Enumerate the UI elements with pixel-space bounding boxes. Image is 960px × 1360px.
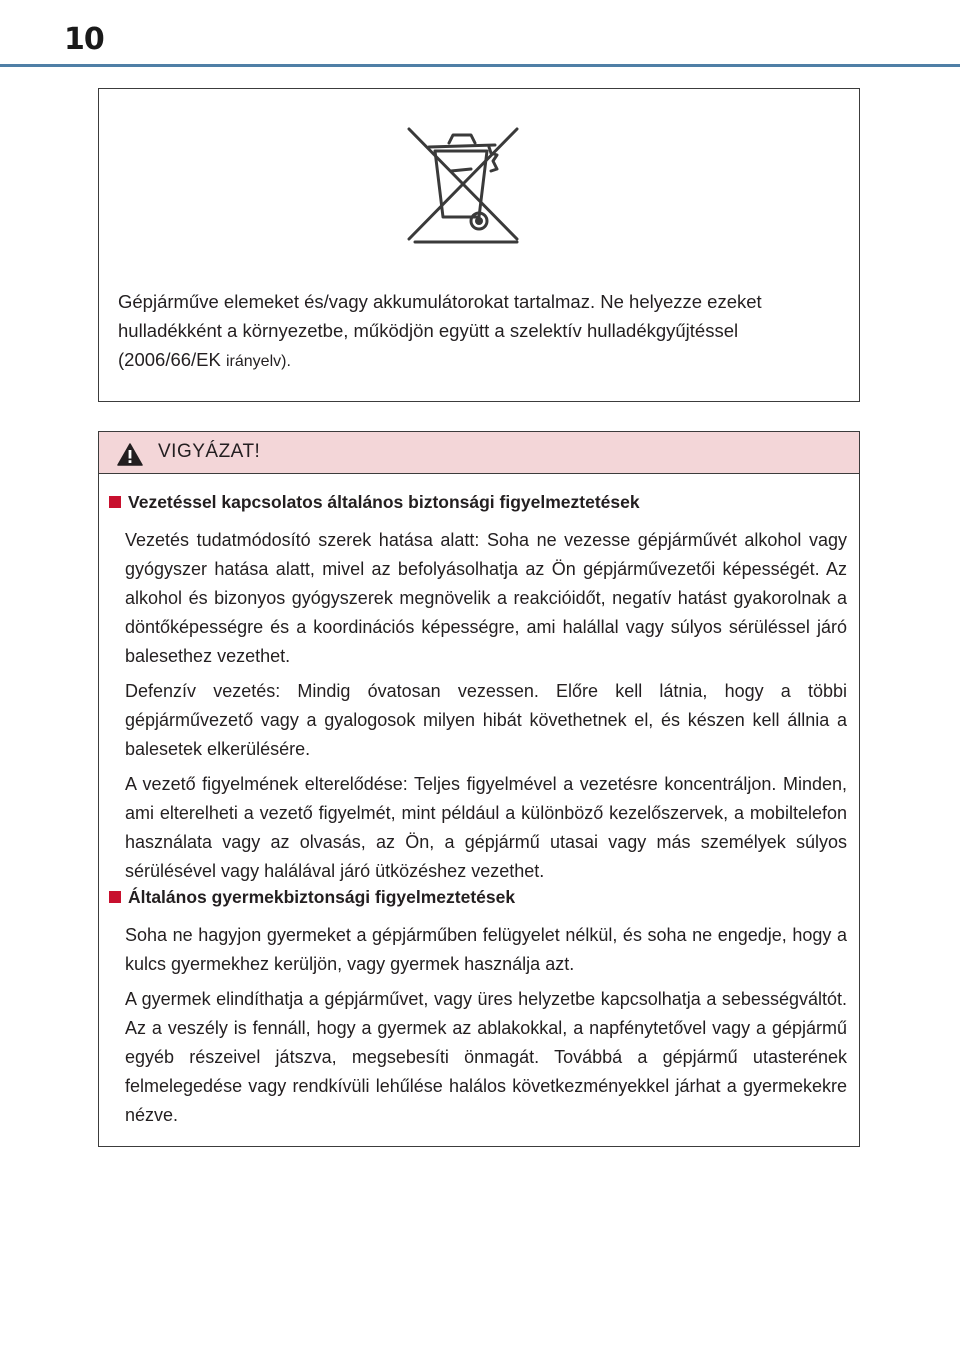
crossed-out-wheelie-bin-icon	[405, 125, 529, 247]
header-divider	[0, 64, 960, 67]
recycling-notice-box	[98, 88, 860, 402]
page-number: 10	[64, 22, 104, 57]
caution-box	[98, 431, 860, 1147]
paragraph-driver-distraction: A vezető figyelmének elterelődése: Teljes figyelmével a vezetésre koncentráljon. Minden, ami elterelheti a vezető figyelmét, mint például a különböző kezelőszervek, a mobiltelefon használata vagy az olvasás, az Ön, a gépjármű utasai vagy más személyek súlyos sérülésével vagy halálával járó ütközéshez vezethet.	[125, 774, 847, 881]
section-bullet-icon	[109, 496, 121, 508]
caution-header	[99, 432, 859, 474]
paragraph-impaired-driving: Vezetés tudatmódosító szerek hatása alatt: Soha ne vezesse gépjárművét alkohol vagy gyógyszer hatása alatt, mivel az befolyásolhatja az Ön gépjárművezetői képességét. Az alkohol és bizonyos gyógyszerek megnövelik a reakcióidőt, negatív hatást gyakorolnak a döntőképességre és a koordinációs képességre, ami halállal vagy súlyos sérüléssel járó balesethez vezethet.	[125, 530, 847, 666]
paragraph-child-hazards: A gyermek elindíthatja a gépjárművet, vagy üres helyzetbe kapcsolhatja a sebességváltót. Az a veszély is fennáll, hogy a gyermek az ablakokkal, a napfénytetővel vagy a gépjármű egyéb részeivel játszva, megsebesíti önmagát. Továbbá a gépjármű utasterének felmelegedése vagy rendkívüli lehűlése halálos következményekkel járhat a gyermekekre nézve.	[125, 989, 847, 1125]
section-heading-child-safety: Általános gyermekbiztonsági figyelmeztetések	[109, 887, 849, 908]
paragraph-defensive-driving: Defenzív vezetés: Mindig óvatosan vezessen. Előre kell látnia, hogy a többi gépjárművezető vagy a gyalogosok milyen hibát követhetnek el, és készen kell állnia a balesetek elkerülésére.	[125, 681, 847, 759]
caution-title: VIGYÁZAT!	[158, 441, 261, 462]
section-heading-driving: Vezetéssel kapcsolatos általános biztonsági figyelmeztetések	[109, 492, 849, 513]
section-bullet-icon	[109, 891, 121, 903]
warning-triangle-icon	[117, 443, 143, 466]
recycling-notice-text: Gépjárműve elemeket és/vagy akkumulátorokat tartalmaz. Ne helyezze ezeket hulladékként a környezetbe, működjön együtt a szelektív hulladékgyűjtéssel (2006/66/EK irányelv).	[118, 291, 762, 370]
paragraph-unattended-child: Soha ne hagyjon gyermeket a gépjárműben felügyelet nélkül, és soha ne engedje, hogy a kulcs gyermekhez kerüljön, vagy gyermek használja azt.	[125, 925, 847, 974]
